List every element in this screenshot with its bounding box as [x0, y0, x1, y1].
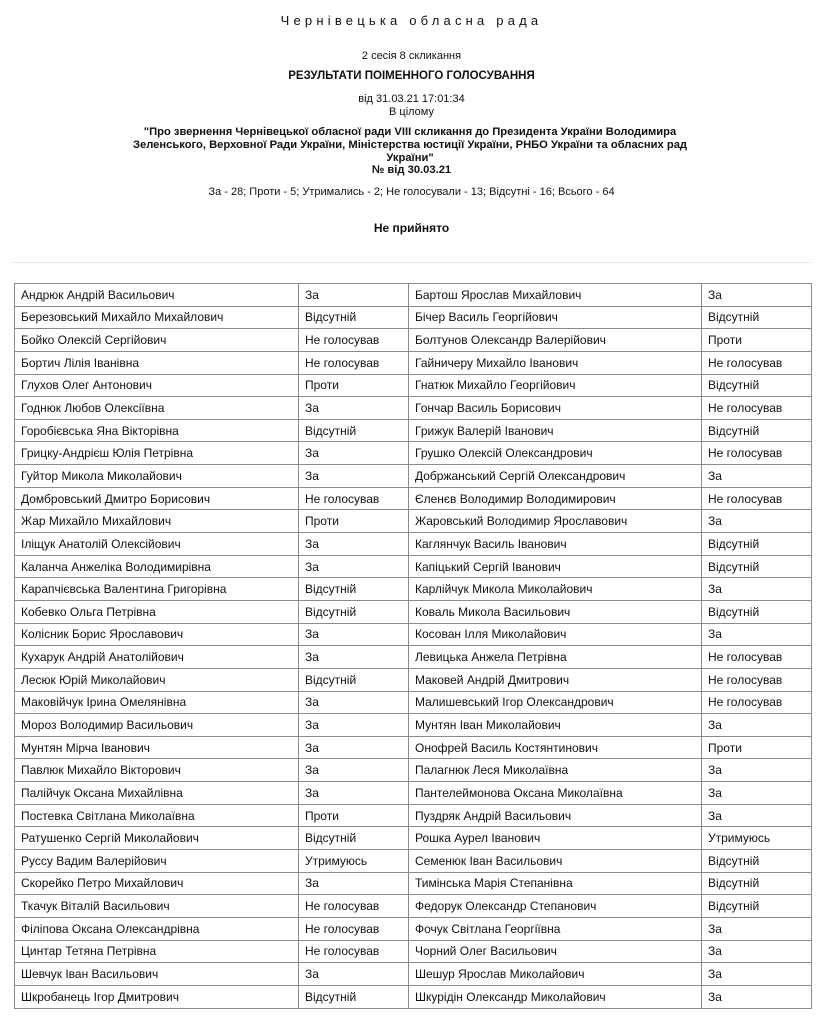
table-row	[15, 623, 812, 646]
vote-value: Проти	[299, 374, 409, 397]
deputy-name: Скорейко Петро Михайлович	[15, 872, 299, 895]
deputy-name: Маковей Андрій Дмитрович	[409, 668, 702, 691]
vote-value: Відсутній	[299, 985, 409, 1008]
deputy-name: Грижук Валерій Іванович	[409, 419, 702, 442]
deputy-name: Лесюк Юрій Миколайович	[15, 668, 299, 691]
table-row	[15, 985, 812, 1008]
deputy-name: Шкурідін Олександр Миколайович	[409, 985, 702, 1008]
table-row	[15, 600, 812, 623]
vote-value: Відсутній	[702, 533, 812, 556]
deputy-name: Рошка Аурел Іванович	[409, 827, 702, 850]
vote-date: від 31.03.21 17:01:34	[358, 93, 465, 105]
vote-value: За	[702, 465, 812, 488]
vote-value: Проти	[702, 329, 812, 352]
vote-value: За	[299, 465, 409, 488]
vote-value: Не голосував	[702, 668, 812, 691]
vote-value: Не голосував	[702, 351, 812, 374]
table-row	[15, 804, 812, 827]
table-row	[15, 578, 812, 601]
deputy-name: Мунтян Іван Миколайович	[409, 714, 702, 737]
header-divider	[12, 262, 811, 263]
deputy-name: Карлійчук Микола Миколайович	[409, 578, 702, 601]
deputy-name: Маковійчук Ірина Омелянівна	[15, 691, 299, 714]
deputy-name: Березовський Михайло Михайлович	[15, 306, 299, 329]
deputy-name: Бартош Ярослав Михайлович	[409, 284, 702, 307]
table-row	[15, 691, 812, 714]
deputy-name: Єленєв Володимир Володимирович	[409, 487, 702, 510]
vote-value: Не голосував	[702, 487, 812, 510]
vote-result: Не прийнято	[373, 221, 450, 235]
deputy-name: Жар Михайло Михайлович	[15, 510, 299, 533]
vote-value: Утримуюсь	[299, 850, 409, 873]
table-row	[15, 374, 812, 397]
table-row	[15, 487, 812, 510]
vote-value: За	[299, 714, 409, 737]
table-row	[15, 533, 812, 556]
deputy-name: Колісник Борис Ярославович	[15, 623, 299, 646]
deputy-name: Кобевко Ольга Петрівна	[15, 600, 299, 623]
deputy-name: Гончар Василь Борисович	[409, 397, 702, 420]
table-row	[15, 284, 812, 307]
deputy-name: Добржанський Сергій Олександрович	[409, 465, 702, 488]
deputy-name: Карапчієвська Валентина Григорівна	[15, 578, 299, 601]
vote-value: Утримуюсь	[702, 827, 812, 850]
vote-value: Відсутній	[299, 578, 409, 601]
deputy-name: Пуздряк Андрій Васильович	[409, 804, 702, 827]
deputy-name: Левицька Анжела Петрівна	[409, 646, 702, 669]
vote-value: Відсутній	[299, 600, 409, 623]
deputy-name: Онофрей Василь Костянтинович	[409, 736, 702, 759]
vote-value: За	[299, 963, 409, 986]
vote-value: Не голосував	[702, 646, 812, 669]
vote-value: Проти	[299, 510, 409, 533]
vote-value: За	[299, 533, 409, 556]
deputy-name: Гайничеру Михайло Іванович	[409, 351, 702, 374]
table-row	[15, 397, 812, 420]
table-row	[15, 759, 812, 782]
vote-value: Не голосував	[299, 940, 409, 963]
vote-value: За	[299, 691, 409, 714]
vote-value: Відсутній	[299, 306, 409, 329]
vote-value: За	[702, 759, 812, 782]
table-row	[15, 850, 812, 873]
deputy-name: Гуйтор Микола Миколайович	[15, 465, 299, 488]
deputy-name: Цинтар Тетяна Петрівна	[15, 940, 299, 963]
vote-value: За	[702, 714, 812, 737]
vote-value: Проти	[702, 736, 812, 759]
deputy-name: Тимінська Марія Степанівна	[409, 872, 702, 895]
vote-value: Не голосував	[702, 691, 812, 714]
vote-value: За	[299, 736, 409, 759]
table-row	[15, 329, 812, 352]
vote-subject-number: № від 30.03.21	[371, 164, 452, 176]
deputy-name: Домбровський Дмитро Борисович	[15, 487, 299, 510]
vote-scope: В цілому	[389, 106, 434, 118]
deputy-name: Жаровський Володимир Ярославович	[409, 510, 702, 533]
deputy-name: Бойко Олексій Сергійович	[15, 329, 299, 352]
vote-value: Не голосував	[702, 397, 812, 420]
table-row	[15, 442, 812, 465]
vote-value: Не голосував	[702, 442, 812, 465]
vote-value: Не голосував	[299, 329, 409, 352]
deputy-name: Фочук Світлана Георгіївна	[409, 917, 702, 940]
vote-value: Не голосував	[299, 487, 409, 510]
deputy-name: Пантелеймонова Оксана Миколаївна	[409, 782, 702, 805]
deputy-name: Палагнюк Леся Миколаївна	[409, 759, 702, 782]
deputy-name: Мороз Володимир Васильович	[15, 714, 299, 737]
vote-value: За	[702, 782, 812, 805]
table-row	[15, 827, 812, 850]
vote-value: Відсутній	[702, 600, 812, 623]
table-row	[15, 782, 812, 805]
vote-value: За	[299, 397, 409, 420]
vote-value: За	[299, 442, 409, 465]
table-row	[15, 736, 812, 759]
vote-value: Відсутній	[702, 374, 812, 397]
deputy-name: Каглянчук Василь Іванович	[409, 533, 702, 556]
deputy-name: Косован Ілля Миколайович	[409, 623, 702, 646]
vote-value: За	[299, 872, 409, 895]
document-title: РЕЗУЛЬТАТИ ПОІМЕННОГО ГОЛОСУВАННЯ	[288, 70, 535, 82]
vote-value: За	[702, 623, 812, 646]
votes-table	[14, 283, 812, 1009]
vote-value: За	[299, 646, 409, 669]
table-row	[15, 963, 812, 986]
table-row	[15, 714, 812, 737]
vote-value: За	[702, 510, 812, 533]
vote-value: За	[702, 917, 812, 940]
deputy-name: Бортич Лілія Іванівна	[15, 351, 299, 374]
vote-value: Відсутній	[299, 827, 409, 850]
deputy-name: Малишевський Ігор Олександрович	[409, 691, 702, 714]
table-row	[15, 895, 812, 918]
deputy-name: Іліщук Анатолій Олексійович	[15, 533, 299, 556]
deputy-name: Мунтян Мірча Іванович	[15, 736, 299, 759]
vote-value: Відсутній	[702, 555, 812, 578]
deputy-name: Гнатюк Михайло Георгійович	[409, 374, 702, 397]
vote-value: Відсутній	[299, 668, 409, 691]
table-row	[15, 646, 812, 669]
deputy-name: Шкробанець Ігор Дмитрович	[15, 985, 299, 1008]
deputy-name: Руссу Вадим Валерійович	[15, 850, 299, 873]
vote-value: Не голосував	[299, 917, 409, 940]
vote-summary: За - 28; Проти - 5; Утримались - 2; Не голосували - 13; Відсутні - 16; Всього - 64	[208, 186, 615, 198]
table-row	[15, 555, 812, 578]
deputy-name: Грицку-Андрієш Юлія Петрівна	[15, 442, 299, 465]
table-row	[15, 917, 812, 940]
vote-value: Відсутній	[702, 872, 812, 895]
deputy-name: Грушко Олексій Олександрович	[409, 442, 702, 465]
vote-value: Відсутній	[702, 895, 812, 918]
deputy-name: Постевка Світлана Миколаївна	[15, 804, 299, 827]
vote-value: За	[299, 782, 409, 805]
session-line: 2 сесія 8 скликання	[361, 50, 462, 62]
vote-value: За	[702, 804, 812, 827]
table-row	[15, 419, 812, 442]
vote-value: За	[702, 985, 812, 1008]
table-row	[15, 940, 812, 963]
deputy-name: Годнюк Любов Олексіївна	[15, 397, 299, 420]
vote-value: Відсутній	[299, 419, 409, 442]
deputy-name: Ратушенко Сергій Миколайович	[15, 827, 299, 850]
table-row	[15, 668, 812, 691]
deputy-name: Каланча Анжеліка Володимирівна	[15, 555, 299, 578]
deputy-name: Чорний Олег Васильович	[409, 940, 702, 963]
vote-value: За	[702, 284, 812, 307]
deputy-name: Болтунов Олександр Валерійович	[409, 329, 702, 352]
deputy-name: Коваль Микола Васильович	[409, 600, 702, 623]
table-row	[15, 351, 812, 374]
deputy-name: Бічер Василь Георгійович	[409, 306, 702, 329]
vote-value: За	[299, 759, 409, 782]
vote-value: Не голосував	[299, 351, 409, 374]
vote-value: Відсутній	[702, 850, 812, 873]
vote-value: Відсутній	[702, 419, 812, 442]
vote-value: Проти	[299, 804, 409, 827]
deputy-name: Павлюк Михайло Вікторович	[15, 759, 299, 782]
vote-value: За	[702, 578, 812, 601]
table-row	[15, 510, 812, 533]
deputy-name: Кухарук Андрій Анатолійович	[15, 646, 299, 669]
deputy-name: Капіцький Сергій Іванович	[409, 555, 702, 578]
vote-subject: "Про звернення Чернівецької обласної ради VIII скликання до Президента України Володимира Зеленського, Верховної Ради України, Міністерства юстиції України, РНБО України та обласних рад України"	[132, 126, 688, 164]
vote-value: За	[299, 623, 409, 646]
deputy-name: Глухов Олег Антонович	[15, 374, 299, 397]
vote-value: За	[702, 963, 812, 986]
votes-table-body	[15, 284, 812, 1009]
deputy-name: Шевчук Іван Васильович	[15, 963, 299, 986]
table-row	[15, 465, 812, 488]
vote-value: За	[702, 940, 812, 963]
deputy-name: Ткачук Віталій Васильович	[15, 895, 299, 918]
vote-value: Відсутній	[702, 306, 812, 329]
deputy-name: Андрюк Андрій Васильович	[15, 284, 299, 307]
table-row	[15, 872, 812, 895]
organization-title: Чернівецька обласна рада	[280, 13, 543, 28]
vote-value: За	[299, 284, 409, 307]
vote-value: За	[299, 555, 409, 578]
deputy-name: Шешур Ярослав Миколайович	[409, 963, 702, 986]
vote-value: Не голосував	[299, 895, 409, 918]
deputy-name: Палійчук Оксана Михайлівна	[15, 782, 299, 805]
deputy-name: Філіпова Оксана Олександрівна	[15, 917, 299, 940]
table-row	[15, 306, 812, 329]
deputy-name: Федорук Олександр Степанович	[409, 895, 702, 918]
deputy-name: Семенюк Іван Васильович	[409, 850, 702, 873]
deputy-name: Горобієвська Яна Вікторівна	[15, 419, 299, 442]
